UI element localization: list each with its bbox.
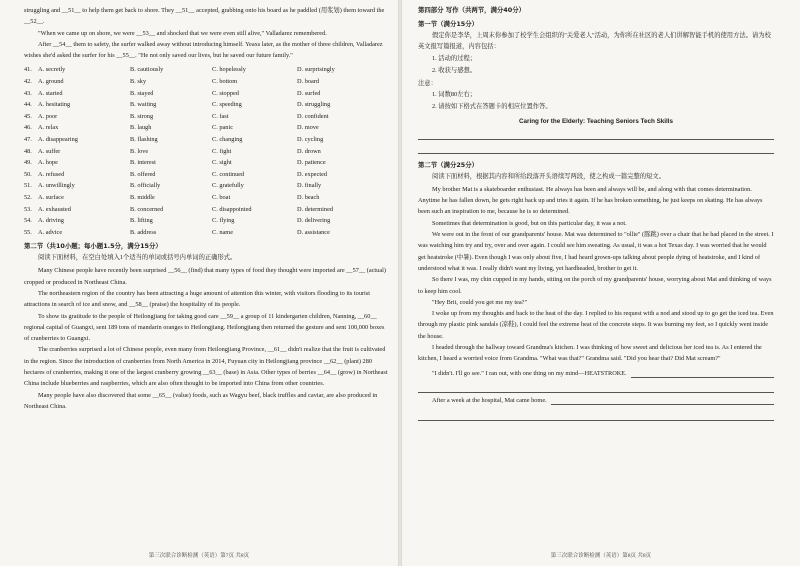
story-para-1: My brother Mat is a skateboarder enthusiast. He always has been and always will be, and along with that comes determination. Anytime he has fallen down, he gets right back up and tries it again. If he has broken something, he just keeps on skating. He has always been such an inspiration to me, because he is so determined. bbox=[418, 185, 763, 216]
option-b: B. strong bbox=[130, 112, 154, 120]
option-num: 47. bbox=[24, 136, 32, 144]
right-page bbox=[402, 0, 800, 566]
part4-title: 第四部分 写作（共两节，满分40分） bbox=[418, 6, 525, 14]
option-b: B. waiting bbox=[130, 101, 157, 109]
continuation-start-2 bbox=[418, 395, 774, 407]
option-c: C. speeding bbox=[212, 101, 242, 109]
option-b: B. laugh bbox=[130, 124, 152, 132]
option-d: D. surprisingly bbox=[297, 66, 335, 74]
option-num: 48. bbox=[24, 147, 32, 155]
option-a: A. suffer bbox=[38, 147, 61, 155]
option-a: A. hope bbox=[38, 159, 58, 167]
option-row bbox=[24, 111, 390, 123]
option-row bbox=[24, 64, 390, 76]
option-a: A. unwillingly bbox=[38, 182, 75, 190]
option-b: B. middle bbox=[130, 194, 155, 202]
section2-instructions: 阅读下面材料，在空白处填入1个适当的单词或括号内单词的正确形式。 bbox=[38, 254, 237, 262]
story-para-4: So there I was, my chin cupped in my hands, sitting on the porch of my grandparents' house, worrying about Mat and thinking of ways to keep him cool. bbox=[418, 276, 772, 295]
option-b: B. officially bbox=[130, 182, 161, 190]
option-row bbox=[24, 88, 390, 100]
option-d: D. drown bbox=[297, 147, 321, 155]
option-b: B. address bbox=[130, 228, 157, 236]
option-c: C. gratefully bbox=[212, 182, 244, 190]
cloze-para-3: To show its gratitude to the people of Heilongjiang for taking good care __59__ a group of 11 kindergarten children, Nanning, __60__ regional capital of Guangxi, sent 189 tons of mandarin oranges to Heilongjiang. Heilongjiang then returned the gesture and sent 100,000 boxes of cranberries to Guangxi. bbox=[24, 312, 385, 343]
left-page bbox=[0, 0, 398, 566]
continuation-start-1-text: "I didn't. I'll go see." I ran out, with one thing on my mind—HEATSTROKE. bbox=[432, 369, 627, 377]
option-c: C. bottom bbox=[212, 78, 238, 86]
cloze-para-2: The northeastern region of the country has been attracting a huge amount of attention this winter, with visitors flooding to its tourist attractions in search of ice and snow, and __58__ (praise) the hospitality of its people. bbox=[24, 289, 371, 309]
story-para-7: I headed through the hallway toward Grandma's kitchen. I was thinking of how sweet and delicious her iced tea is. As I entered the kitchen, I heard a worried voice from Grandma. "What was that?" Grandma said. "Did you hear that? Did Mat scream?" bbox=[418, 344, 762, 363]
option-row bbox=[24, 99, 390, 111]
option-d: D. assistance bbox=[297, 228, 330, 236]
option-a: A. disappearing bbox=[38, 136, 78, 144]
option-d: D. finally bbox=[297, 182, 322, 190]
page-footer: 第三次联合诊断检测（英语）第8页 共8页 bbox=[550, 553, 652, 559]
page-footer: 第三次联合诊断检测（英语）第7页 共8页 bbox=[148, 553, 250, 559]
option-c: C. fast bbox=[212, 112, 229, 120]
section1-item: 2. 收获与感想。 bbox=[432, 66, 477, 74]
continuation-start-2-text: After a week at the hospital, Mat came home. bbox=[432, 397, 547, 405]
option-c: C. fight bbox=[212, 147, 232, 155]
option-num: 55. bbox=[24, 228, 32, 236]
section2-title: 第二节（共10小题；每小题1.5分，满分15分） bbox=[24, 242, 162, 251]
option-num: 52. bbox=[24, 194, 32, 202]
notes-label: 注意： bbox=[418, 79, 437, 87]
option-num: 46. bbox=[24, 124, 32, 132]
option-b: B. concerned bbox=[130, 205, 164, 213]
option-b: B. love bbox=[130, 147, 149, 155]
note-item: 2. 请按如下格式在答题卡的相应位置作答。 bbox=[432, 102, 552, 110]
option-b: B. offered bbox=[130, 170, 156, 178]
story-para-3: We were out in the front of our grandparents' house. Mat was determined to "ollie" (豚跳) over a chair that he had placed in the street. I was watching him try and try, over and over again. I could see him sweating. As usual, it was a hot Texas day. I was worried that he would get heatstroke (中暑). Even though I was only about five, I had heard grown-ups talking about people dying of heatstroke, and I kind of understood what it was. I really didn't want my living, yet hardheaded, brother to get it. bbox=[418, 231, 774, 272]
option-a: A. hesitating bbox=[38, 101, 71, 109]
option-num: 41. bbox=[24, 66, 32, 74]
option-c: C. hopelessly bbox=[212, 66, 246, 74]
essay-title: Caring for the Elderly: Teaching Seniors Tech Skills bbox=[518, 117, 674, 125]
passage-para-3: After __54__ them to safety, the surfer walked away without introducing himself. Yeaxs later, as the mother of three children, Valladarez wishes she'd asked the surfer for his __55__. "He not only saved our lives, but he saved our future family." bbox=[24, 40, 383, 60]
option-num: 54. bbox=[24, 217, 32, 225]
option-d: D. confident bbox=[297, 112, 329, 120]
options-list bbox=[24, 64, 390, 238]
option-d: D. move bbox=[297, 124, 319, 132]
option-c: C. stopped bbox=[212, 89, 239, 97]
story-para-6: I woke up from my thoughts and back to the heat of the day. I replied to his request with a nod and stood up to go get the iced tea. Even through my plastic pink sandals (凉鞋), I could feel the extreme heat of the concrete steps. It was burning my feet, so I quickly went inside the house. bbox=[418, 310, 774, 340]
option-c: C. disappointed bbox=[212, 205, 252, 213]
option-a: A. started bbox=[38, 89, 63, 97]
option-row bbox=[24, 169, 390, 181]
option-a: A. surface bbox=[38, 194, 64, 202]
option-a: A. exhausted bbox=[38, 205, 71, 213]
cloze-para-4: The cranberries surprised a lot of Chinese people, even many from Heilongjiang Province, __61__ didn't realize that the fruit is cultivated in the region. Since the introduction of cranberries from North America in 2014, Fuyuan city in Heilongjiang province __62__ (plant) 280 hectares of cranberries, making it one of the largest cranberry growing __63__ (base) in Asia. Other types of berries __64__ (grow) in Northeast China include blueberries and raspberries, which are also often thought to be imported into China from other countries. bbox=[24, 346, 388, 388]
writing-line[interactable] bbox=[418, 407, 774, 421]
option-b: B. cautiously bbox=[130, 66, 164, 74]
writing-line[interactable] bbox=[418, 380, 774, 394]
option-row bbox=[24, 146, 390, 158]
option-c: C. panic bbox=[212, 124, 233, 132]
section1-item: 1. 活动的过程； bbox=[432, 54, 477, 62]
option-row bbox=[24, 192, 390, 204]
option-row bbox=[24, 215, 390, 227]
option-d: D. determined bbox=[297, 205, 334, 213]
option-c: C. name bbox=[212, 228, 233, 236]
option-c: C. changing bbox=[212, 136, 243, 144]
section1-title: 第一节（满分15分） bbox=[418, 20, 479, 28]
option-b: B. interest bbox=[130, 159, 156, 167]
option-d: D. struggling bbox=[297, 101, 331, 109]
option-num: 49. bbox=[24, 159, 32, 167]
option-num: 51. bbox=[24, 182, 32, 190]
story-para-5: "Hey Brit, could you get me my tea?" bbox=[432, 298, 528, 306]
option-d: D. cycling bbox=[297, 136, 324, 144]
option-num: 44. bbox=[24, 101, 32, 109]
option-row bbox=[24, 204, 390, 216]
option-b: B. stayed bbox=[130, 89, 154, 97]
option-num: 50. bbox=[24, 170, 32, 178]
cloze-para-1: Many Chinese people have recently been surprised __56__ (find) that many types of food they thought were imported are __57__ (actual) cropped or produced in Northeast China. bbox=[24, 267, 386, 286]
story-para-2: Sometimes that determination is good, but on this particular day, it was a not. bbox=[432, 219, 627, 227]
continuation-start-1 bbox=[418, 368, 774, 380]
option-row bbox=[24, 180, 390, 192]
passage-para-2: "When we came up on shore, we were __53__ and shocked that we were even still alive," Valladarez remembered. bbox=[38, 29, 327, 37]
option-c: C. flying bbox=[212, 217, 235, 225]
option-b: B. lifting bbox=[130, 217, 153, 225]
option-row bbox=[24, 157, 390, 169]
option-d: D. patience bbox=[297, 159, 326, 167]
option-a: A. ground bbox=[38, 78, 64, 86]
option-d: D. board bbox=[297, 78, 320, 86]
option-b: B. flashing bbox=[130, 136, 158, 144]
option-num: 43. bbox=[24, 89, 32, 97]
option-row bbox=[24, 76, 390, 88]
option-c: C. sight bbox=[212, 159, 232, 167]
section2-title-right: 第二节（满分25分） bbox=[418, 160, 479, 169]
writing-line[interactable] bbox=[418, 140, 774, 154]
writing-line[interactable] bbox=[418, 127, 774, 141]
option-d: D. surfed bbox=[297, 89, 321, 97]
writing-line[interactable] bbox=[631, 368, 774, 378]
option-num: 45. bbox=[24, 112, 32, 120]
option-a: A. relax bbox=[38, 124, 59, 132]
option-row bbox=[24, 134, 390, 146]
option-a: A. driving bbox=[38, 217, 64, 225]
option-d: D. delivering bbox=[297, 217, 331, 225]
option-row bbox=[24, 227, 390, 239]
option-d: D. beach bbox=[297, 194, 320, 202]
option-b: B. sky bbox=[130, 78, 147, 86]
cloze-para-5: Many people have also discovered that some __65__ (value) foods, such as Wagyu beef, black truffles and caviar, are also produced in Northeast China. bbox=[24, 391, 378, 410]
note-item: 1. 词数80左右； bbox=[432, 90, 477, 98]
option-a: A. secretly bbox=[38, 66, 66, 74]
option-c: C. boat bbox=[212, 194, 231, 202]
option-num: 42. bbox=[24, 78, 32, 86]
section1-prompt: 假定你是李华，上周末你参加了校学生会组织的"关爱老人"活动，为你所在社区的老人们讲解智能手机的使用方法。请为校英文报写篇报道，内容包括： bbox=[418, 32, 771, 51]
section2-instructions-right: 阅读下面材料，根据其内容和所给段落开头语续写两段，使之构成一篇完整的短文。 bbox=[432, 172, 665, 180]
option-num: 53. bbox=[24, 205, 32, 213]
option-a: A. advice bbox=[38, 228, 63, 236]
option-c: C. continued bbox=[212, 170, 245, 178]
passage-para-1: struggling and __51__ to help them get back to shore. They __51__ accepted, grabbing onto his board as he paddled (用浆划) them toward the __52__. bbox=[24, 7, 385, 26]
option-a: A. poor bbox=[38, 112, 58, 120]
option-row bbox=[24, 122, 390, 134]
option-a: A. refused bbox=[38, 170, 65, 178]
writing-line[interactable] bbox=[551, 395, 774, 405]
option-d: D. expected bbox=[297, 170, 328, 178]
